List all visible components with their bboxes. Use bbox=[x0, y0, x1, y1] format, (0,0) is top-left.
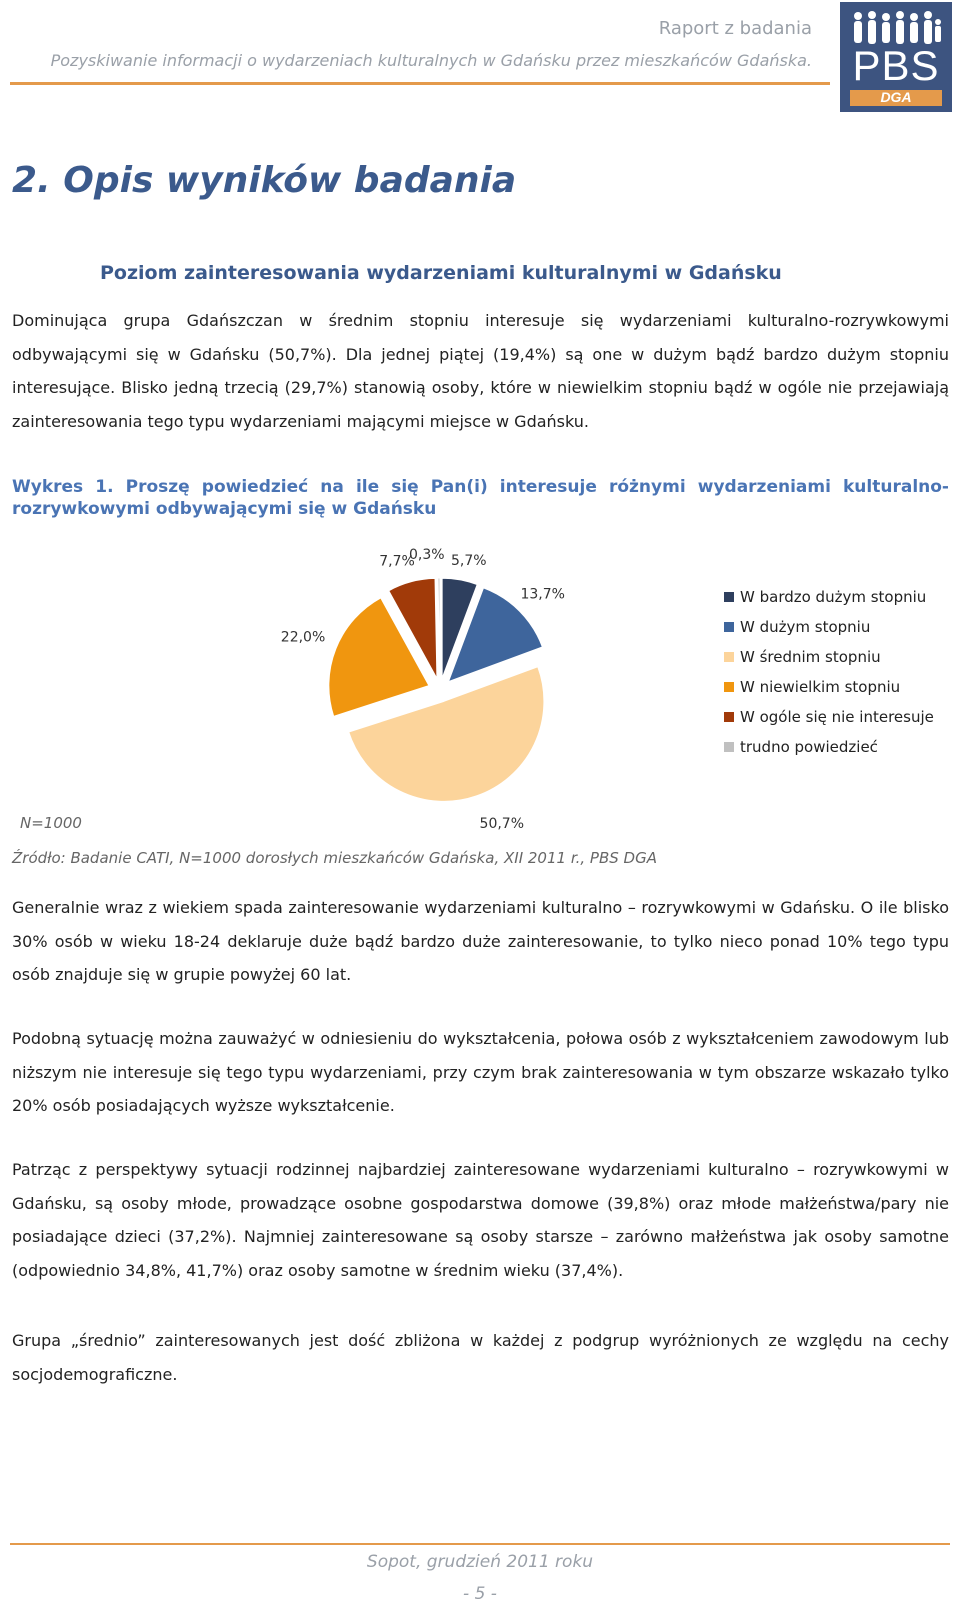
people-icon bbox=[850, 10, 942, 46]
sample-size-label: N=1000 bbox=[20, 814, 82, 832]
chapter-title: 2. Opis wyników badania bbox=[12, 160, 517, 201]
logo-sub-text: DGA bbox=[880, 89, 912, 105]
legend-label: W bardzo dużym stopniu bbox=[740, 588, 927, 606]
source-note: Źródło: Badanie CATI, N=1000 dorosłych mieszkańców Gdańska, XII 2011 r., PBS DGA bbox=[12, 849, 657, 867]
legend-label: trudno powiedzieć bbox=[740, 738, 878, 756]
logo-text: PBS bbox=[852, 42, 940, 89]
paragraph-family: Patrząc z perspektywy sytuacji rodzinnej najbardziej zainteresowane wydarzeniami kulturalno – rozrywkowymi w Gdańsku, są osoby młode, prowadzące osobne gospodarstwa domowe (39,8%) oraz młode małżeństwa/pary nie posiadające dzieci (37,2%). Najmniej zainteresowane są osoby starsze – zarówno małżeństwa jak osoby samotne (odpowiednio 34,8%, 41,7%) oraz osoby samotne w średnim wieku (37,4%). bbox=[12, 1160, 949, 1280]
legend-swatch bbox=[724, 622, 734, 632]
legend-item bbox=[724, 642, 934, 672]
pie-data-label: 0,3% bbox=[409, 547, 445, 564]
page-number: - 5 - bbox=[463, 1584, 497, 1604]
legend-item bbox=[724, 732, 934, 762]
header-divider bbox=[10, 82, 830, 85]
paragraph-education: Podobną sytuację można zauważyć w odniesieniu do wykształcenia, połowa osób z wykształceniem zawodowym lub niższym nie interesuje się tego typu wydarzeniami, przy czym brak zainteresowania w tym obszarze wskazało tylko 20% osób posiadających wyższe wykształcenie. bbox=[12, 1029, 949, 1115]
pbs-dga-logo bbox=[840, 2, 952, 112]
report-label: Raport z badania bbox=[658, 18, 812, 39]
legend-label: W średnim stopniu bbox=[740, 648, 881, 666]
legend-item bbox=[724, 702, 934, 732]
pie-data-label: 13,7% bbox=[520, 586, 565, 603]
legend-item bbox=[724, 582, 934, 612]
footer-divider bbox=[10, 1543, 950, 1545]
legend-item bbox=[724, 612, 934, 642]
legend-swatch bbox=[724, 652, 734, 662]
pie-data-label: 5,7% bbox=[450, 553, 487, 570]
figure-caption-text: Proszę powiedzieć na ile się Pan(i) interesuje różnymi wydarzeniami kulturalno-rozrywkowymi odbywającymi się w Gdańsku bbox=[12, 477, 949, 519]
legend-item bbox=[724, 672, 934, 702]
paragraph-intro: Dominująca grupa Gdańszczan w średnim stopniu interesuje się wydarzeniami kulturalno-rozrywkowymi odbywającymi się w Gdańsku (50,7%). Dla jednej piątej (19,4%) są one w dużym bądź bardzo dużym stopniu interesujące. Blisko jedną trzecią (29,7%) stanowią osoby, które w niewielkim stopniu bądź w ogóle nie przejawiają zainteresowania tego typu wydarzeniami mającymi miejsce w Gdańsku. bbox=[12, 311, 949, 431]
pie-slice bbox=[438, 578, 440, 678]
legend-swatch bbox=[724, 712, 734, 722]
legend-label: W ogóle się nie interesuje bbox=[740, 708, 934, 726]
legend-swatch bbox=[724, 742, 734, 752]
legend-label: W dużym stopniu bbox=[740, 618, 871, 636]
legend-swatch bbox=[724, 682, 734, 692]
footer-place-date: Sopot, grudzień 2011 roku bbox=[366, 1552, 594, 1572]
legend-label: W niewielkim stopniu bbox=[740, 678, 901, 696]
paragraph-average-group: Grupa „średnio” zainteresowanych jest dość zbliżona w każdej z podgrup wyróżnionych ze względu na cechy socjodemograficzne. bbox=[12, 1331, 949, 1384]
pie-data-label: 7,7% bbox=[379, 553, 415, 570]
section-title: Poziom zainteresowania wydarzeniami kulturalnymi w Gdańsku bbox=[100, 262, 782, 284]
pie-data-label: 22,0% bbox=[280, 629, 326, 646]
paragraph-age: Generalnie wraz z wiekiem spada zainteresowanie wydarzeniami kulturalno – rozrywkowymi w Gdańsku. O ile blisko 30% osób w wieku 18-24 deklaruje duże bądź bardzo duże zainteresowanie, to tylko nieco ponad 10% tego typu osób znajduje się w grupie powyżej 60 lat. bbox=[12, 898, 949, 984]
page-header bbox=[0, 0, 960, 115]
chart-legend bbox=[724, 582, 934, 762]
pie-data-label: 50,7% bbox=[479, 815, 525, 832]
report-title: Pozyskiwanie informacji o wydarzeniach kulturalnych w Gdańsku przez mieszkańców Gdańska. bbox=[50, 51, 812, 70]
figure-label: Wykres 1. bbox=[12, 477, 114, 497]
figure-caption bbox=[12, 476, 949, 520]
legend-swatch bbox=[724, 592, 734, 602]
